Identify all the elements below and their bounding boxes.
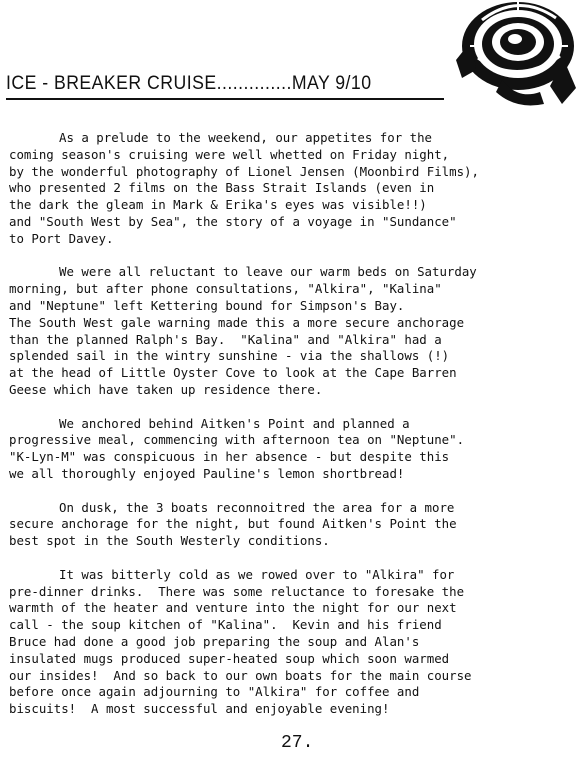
article-body (9, 130, 571, 735)
text-line: insulated mugs produced super-heated soup which soon warmed (9, 650, 450, 666)
text-line: "K-Lyn-M" was conspicuous in her absence - but despite this (9, 449, 450, 465)
text-line: call - the soup kitchen of "Kalina". Kevin and his friend (9, 617, 442, 633)
paragraph (9, 567, 571, 718)
paragraph (9, 416, 571, 483)
text-line: we all thoroughly enjoyed Pauline's lemon shortbread! (9, 465, 405, 481)
text-line: and "South West by Sea", the story of a voyage in "Sundance" (9, 213, 457, 229)
text-line: before once again adjourning to "Alkira" for coffee and (9, 684, 420, 700)
text-line: the dark the gleam in Mark & Erika's eyes was visible!!) (9, 197, 427, 213)
text-line: warmth of the heater and venture into the night for our next (9, 600, 457, 616)
text-line: morning, but after phone consultations, "Alkira", "Kalina" (9, 281, 442, 297)
paragraph (9, 130, 571, 248)
steering-wheel-icon (452, 0, 578, 108)
text-line: secure anchorage for the night, but found Aitken's Point the (9, 516, 457, 532)
text-line: coming season's cruising were well whetted on Friday night, (9, 146, 450, 162)
text-line: at the head of Little Oyster Cove to look at the Cape Barren (9, 365, 457, 381)
text-line: We were all reluctant to leave our warm beds on Saturday (59, 264, 477, 280)
text-line: The South West gale warning made this a more secure anchorage (9, 314, 465, 330)
paragraph (9, 264, 571, 398)
text-line: best spot in the South Westerly conditions. (9, 533, 330, 549)
text-line: splended sail in the wintry sunshine - via the shallows (!) (9, 348, 450, 364)
text-line: As a prelude to the weekend, our appetites for the (59, 130, 432, 145)
text-line: to Port Davey. (9, 230, 114, 246)
paragraph (9, 500, 571, 550)
text-line: than the planned Ralph's Bay. "Kalina" and "Alkira" had a (9, 331, 442, 347)
text-line: We anchored behind Aitken's Point and planned a (59, 415, 410, 431)
text-line: by the wonderful photography of Lionel Jensen (Moonbird Films), (9, 163, 479, 179)
text-line: biscuits! A most successful and enjoyable evening! (9, 701, 390, 717)
text-line: who presented 2 films on the Bass Strait Islands (even in (9, 180, 435, 196)
title-underline (6, 98, 444, 100)
page-number: 27. (281, 733, 314, 753)
text-line: On dusk, the 3 boats reconnoitred the area for a more (59, 499, 455, 515)
text-line: our insides! And so back to our own boats for the main course (9, 667, 472, 683)
text-line: progressive meal, commencing with afternoon tea on "Neptune". (9, 432, 465, 448)
text-line: Bruce had done a good job preparing the soup and Alan's (9, 633, 420, 649)
text-line: It was bitterly cold as we rowed over to "Alkira" for (59, 566, 455, 582)
page-title: ICE - BREAKER CRUISE..............MAY 9/10 (6, 73, 372, 94)
text-line: pre-dinner drinks. There was some reluctance to foresake the (9, 583, 465, 599)
text-line: and "Neptune" left Kettering bound for Simpson's Bay. (9, 297, 405, 313)
text-line: Geese which have taken up residence there. (9, 381, 323, 397)
